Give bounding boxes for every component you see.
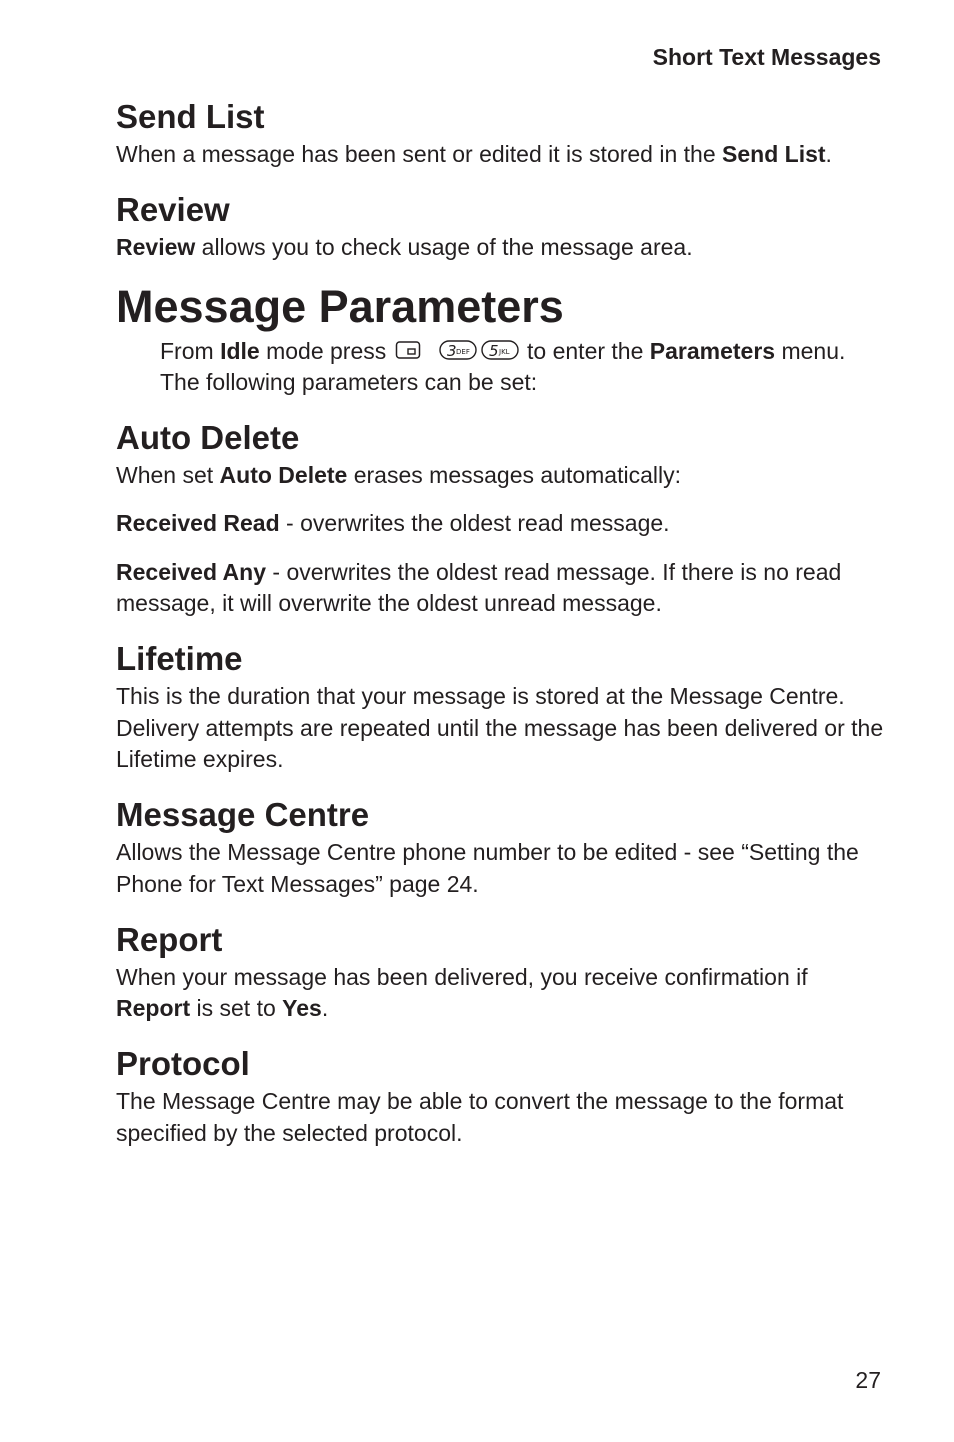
send-list-paragraph bbox=[116, 139, 886, 170]
heading-report: Report bbox=[116, 920, 223, 958]
svg-text:DEF: DEF bbox=[455, 347, 470, 356]
params-bold-parameters: Parameters bbox=[649, 337, 776, 364]
send-list-bold: Send List bbox=[722, 141, 826, 167]
parameters-intro-paragraph bbox=[160, 336, 886, 399]
received-any-paragraph bbox=[116, 557, 886, 620]
page-number: 27 bbox=[855, 1367, 881, 1393]
section-lifetime bbox=[116, 637, 886, 775]
report-text-1: When your message has been delivered, you receive confirmation if bbox=[116, 963, 808, 990]
menu-key-icon bbox=[395, 339, 421, 361]
received-read-paragraph bbox=[116, 508, 886, 539]
section-review bbox=[116, 188, 886, 263]
received-any-text: - overwrites the oldest read message. If there is no read message, it will overwrite the oldest unread message. bbox=[116, 558, 842, 617]
heading-auto-delete: Auto Delete bbox=[116, 419, 300, 457]
report-bold-yes: Yes bbox=[282, 995, 322, 1022]
section-report bbox=[116, 918, 886, 1025]
section-auto-delete bbox=[116, 416, 886, 619]
heading-lifetime: Lifetime bbox=[116, 640, 243, 678]
message-centre-paragraph: Allows the Message Centre phone number to be edited - see “Setting the Phone for Text Messages” page 24. bbox=[116, 839, 859, 897]
heading-message-parameters: Message Parameters bbox=[116, 280, 564, 332]
report-bold-report: Report bbox=[116, 995, 191, 1022]
received-any-bold: Received Any bbox=[116, 558, 266, 585]
heading-protocol: Protocol bbox=[116, 1045, 250, 1083]
report-text-2: is set to bbox=[190, 995, 283, 1022]
review-bold: Review bbox=[116, 234, 196, 261]
heading-message-centre: Message Centre bbox=[116, 796, 370, 834]
section-send-list bbox=[116, 95, 886, 170]
heading-review: Review bbox=[116, 191, 230, 229]
params-text-4: menu. The following parameters can be set: bbox=[160, 337, 846, 395]
svg-text:JKL: JKL bbox=[498, 347, 510, 356]
svg-text:5: 5 bbox=[488, 341, 499, 360]
params-bold-idle: Idle bbox=[220, 337, 260, 364]
lifetime-paragraph: This is the duration that your message is stored at the Message Centre. Delivery attempts are repeated until the message has been delivered or the Lifetime expires. bbox=[116, 683, 884, 772]
section-message-centre bbox=[116, 793, 886, 900]
protocol-paragraph: The Message Centre may be able to convert the message to the format specified by the selected protocol. bbox=[116, 1088, 844, 1146]
key-5-jkl-icon bbox=[481, 339, 519, 361]
review-paragraph bbox=[116, 232, 886, 263]
review-text: allows you to check usage of the message area. bbox=[195, 234, 693, 261]
report-paragraph bbox=[116, 962, 886, 1025]
section-message-parameters bbox=[116, 278, 886, 399]
heading-send-list: Send List bbox=[116, 98, 265, 135]
auto-delete-text-2: erases messages automatically: bbox=[347, 462, 681, 489]
params-text-3: to enter the bbox=[520, 337, 650, 364]
running-header: Short Text Messages bbox=[652, 44, 881, 70]
received-read-bold: Received Read bbox=[116, 510, 280, 537]
key-3-def-icon bbox=[439, 339, 477, 361]
send-list-text: When a message has been sent or edited it is stored in the bbox=[116, 141, 723, 167]
svg-text:3: 3 bbox=[446, 341, 457, 360]
report-text-3: . bbox=[321, 995, 329, 1022]
send-list-period: . bbox=[825, 141, 832, 167]
page-content bbox=[116, 95, 886, 1149]
received-read-text: - overwrites the oldest read message. bbox=[279, 510, 670, 537]
auto-delete-paragraph bbox=[116, 460, 886, 491]
auto-delete-bold: Auto Delete bbox=[219, 462, 348, 489]
params-text-1: From bbox=[160, 337, 221, 364]
section-protocol bbox=[116, 1042, 886, 1149]
auto-delete-text-1: When set bbox=[116, 462, 220, 489]
params-text-2: mode press bbox=[259, 337, 393, 364]
